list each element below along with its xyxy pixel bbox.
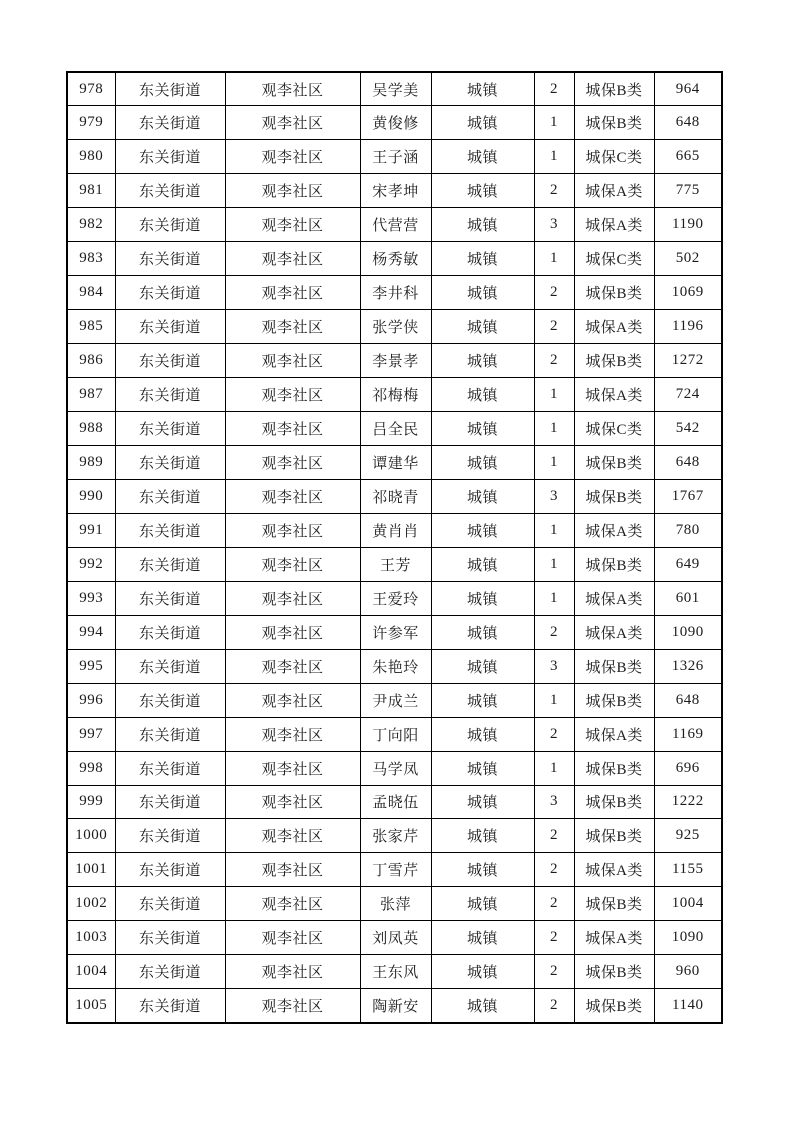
- cell-community: 观李社区: [225, 479, 360, 513]
- cell-residence-type: 城镇: [431, 479, 534, 513]
- cell-person-count: 2: [534, 853, 574, 887]
- cell-row-number: 983: [67, 242, 115, 276]
- cell-name: 吕全民: [360, 412, 431, 446]
- cell-community: 观李社区: [225, 887, 360, 921]
- table-row: [67, 989, 722, 1023]
- cell-name: 丁雪芹: [360, 853, 431, 887]
- cell-community: 观李社区: [225, 547, 360, 581]
- cell-person-count: 2: [534, 887, 574, 921]
- table-row: [67, 683, 722, 717]
- cell-street: 东关街道: [115, 310, 225, 344]
- cell-amount: 649: [654, 547, 722, 581]
- cell-residence-type: 城镇: [431, 785, 534, 819]
- table-row: [67, 513, 722, 547]
- cell-street: 东关街道: [115, 479, 225, 513]
- cell-category: 城保A类: [574, 921, 654, 955]
- cell-residence-type: 城镇: [431, 310, 534, 344]
- cell-residence-type: 城镇: [431, 989, 534, 1023]
- cell-name: 李景孝: [360, 344, 431, 378]
- cell-residence-type: 城镇: [431, 649, 534, 683]
- cell-category: 城保B类: [574, 479, 654, 513]
- table-row: [67, 445, 722, 479]
- cell-row-number: 1001: [67, 853, 115, 887]
- cell-name: 王爱玲: [360, 581, 431, 615]
- table-row: [67, 242, 722, 276]
- cell-community: 观李社区: [225, 412, 360, 446]
- cell-row-number: 997: [67, 717, 115, 751]
- cell-person-count: 2: [534, 174, 574, 208]
- table-row: [67, 378, 722, 412]
- cell-row-number: 985: [67, 310, 115, 344]
- cell-category: 城保B类: [574, 785, 654, 819]
- cell-person-count: 3: [534, 208, 574, 242]
- cell-category: 城保B类: [574, 106, 654, 140]
- cell-street: 东关街道: [115, 921, 225, 955]
- cell-residence-type: 城镇: [431, 581, 534, 615]
- cell-row-number: 999: [67, 785, 115, 819]
- cell-street: 东关街道: [115, 955, 225, 989]
- cell-street: 东关街道: [115, 72, 225, 106]
- table-row: [67, 581, 722, 615]
- cell-amount: 1272: [654, 344, 722, 378]
- cell-street: 东关街道: [115, 242, 225, 276]
- cell-amount: 775: [654, 174, 722, 208]
- table-row: [67, 174, 722, 208]
- cell-category: 城保A类: [574, 208, 654, 242]
- table-row: [67, 479, 722, 513]
- cell-street: 东关街道: [115, 140, 225, 174]
- cell-name: 代营营: [360, 208, 431, 242]
- cell-row-number: 992: [67, 547, 115, 581]
- cell-person-count: 3: [534, 649, 574, 683]
- cell-community: 观李社区: [225, 106, 360, 140]
- cell-residence-type: 城镇: [431, 955, 534, 989]
- cell-residence-type: 城镇: [431, 378, 534, 412]
- cell-category: 城保C类: [574, 140, 654, 174]
- cell-street: 东关街道: [115, 751, 225, 785]
- cell-amount: 1196: [654, 310, 722, 344]
- table-row: [67, 955, 722, 989]
- cell-person-count: 1: [534, 140, 574, 174]
- cell-amount: 648: [654, 106, 722, 140]
- cell-street: 东关街道: [115, 853, 225, 887]
- cell-community: 观李社区: [225, 649, 360, 683]
- cell-person-count: 1: [534, 547, 574, 581]
- cell-name: 谭建华: [360, 445, 431, 479]
- cell-community: 观李社区: [225, 242, 360, 276]
- cell-residence-type: 城镇: [431, 615, 534, 649]
- cell-row-number: 996: [67, 683, 115, 717]
- cell-amount: 1169: [654, 717, 722, 751]
- cell-residence-type: 城镇: [431, 853, 534, 887]
- cell-amount: 780: [654, 513, 722, 547]
- cell-name: 张家芹: [360, 819, 431, 853]
- cell-residence-type: 城镇: [431, 242, 534, 276]
- cell-row-number: 986: [67, 344, 115, 378]
- cell-amount: 1767: [654, 479, 722, 513]
- cell-street: 东关街道: [115, 174, 225, 208]
- cell-street: 东关街道: [115, 717, 225, 751]
- cell-person-count: 2: [534, 72, 574, 106]
- cell-name: 许参军: [360, 615, 431, 649]
- cell-category: 城保A类: [574, 174, 654, 208]
- cell-person-count: 1: [534, 581, 574, 615]
- cell-residence-type: 城镇: [431, 717, 534, 751]
- cell-residence-type: 城镇: [431, 921, 534, 955]
- cell-name: 尹成兰: [360, 683, 431, 717]
- cell-person-count: 3: [534, 785, 574, 819]
- table-row: [67, 649, 722, 683]
- cell-category: 城保A类: [574, 581, 654, 615]
- table-row: [67, 921, 722, 955]
- cell-category: 城保A类: [574, 310, 654, 344]
- cell-row-number: 987: [67, 378, 115, 412]
- cell-category: 城保B类: [574, 547, 654, 581]
- table-body: [67, 72, 722, 1023]
- cell-name: 黄肖肖: [360, 513, 431, 547]
- beneficiary-table: [66, 71, 723, 1024]
- cell-name: 张萍: [360, 887, 431, 921]
- cell-category: 城保B类: [574, 683, 654, 717]
- cell-street: 东关街道: [115, 106, 225, 140]
- table-row: [67, 140, 722, 174]
- cell-community: 观李社区: [225, 276, 360, 310]
- cell-person-count: 3: [534, 479, 574, 513]
- cell-row-number: 1003: [67, 921, 115, 955]
- cell-street: 东关街道: [115, 785, 225, 819]
- cell-street: 东关街道: [115, 547, 225, 581]
- cell-name: 祁晓青: [360, 479, 431, 513]
- cell-person-count: 2: [534, 921, 574, 955]
- cell-row-number: 989: [67, 445, 115, 479]
- table-row: [67, 106, 722, 140]
- cell-amount: 502: [654, 242, 722, 276]
- table-row: [67, 276, 722, 310]
- cell-category: 城保B类: [574, 72, 654, 106]
- cell-amount: 665: [654, 140, 722, 174]
- cell-row-number: 990: [67, 479, 115, 513]
- table-row: [67, 208, 722, 242]
- cell-residence-type: 城镇: [431, 819, 534, 853]
- cell-name: 张学侠: [360, 310, 431, 344]
- cell-name: 马学凤: [360, 751, 431, 785]
- cell-row-number: 1004: [67, 955, 115, 989]
- cell-amount: 724: [654, 378, 722, 412]
- cell-person-count: 1: [534, 106, 574, 140]
- cell-person-count: 2: [534, 310, 574, 344]
- cell-residence-type: 城镇: [431, 174, 534, 208]
- cell-amount: 960: [654, 955, 722, 989]
- cell-category: 城保C类: [574, 242, 654, 276]
- cell-street: 东关街道: [115, 344, 225, 378]
- cell-amount: 1190: [654, 208, 722, 242]
- table-row: [67, 547, 722, 581]
- table-row: [67, 785, 722, 819]
- cell-community: 观李社区: [225, 853, 360, 887]
- cell-community: 观李社区: [225, 140, 360, 174]
- cell-row-number: 1002: [67, 887, 115, 921]
- cell-category: 城保B类: [574, 276, 654, 310]
- cell-residence-type: 城镇: [431, 887, 534, 921]
- cell-person-count: 1: [534, 412, 574, 446]
- cell-amount: 1326: [654, 649, 722, 683]
- cell-amount: 601: [654, 581, 722, 615]
- cell-street: 东关街道: [115, 276, 225, 310]
- cell-amount: 1222: [654, 785, 722, 819]
- cell-amount: 696: [654, 751, 722, 785]
- cell-amount: 1155: [654, 853, 722, 887]
- cell-residence-type: 城镇: [431, 106, 534, 140]
- cell-residence-type: 城镇: [431, 547, 534, 581]
- cell-residence-type: 城镇: [431, 412, 534, 446]
- cell-row-number: 994: [67, 615, 115, 649]
- cell-name: 王芳: [360, 547, 431, 581]
- cell-person-count: 1: [534, 683, 574, 717]
- cell-residence-type: 城镇: [431, 276, 534, 310]
- cell-name: 祁梅梅: [360, 378, 431, 412]
- cell-community: 观李社区: [225, 717, 360, 751]
- cell-community: 观李社区: [225, 615, 360, 649]
- cell-street: 东关街道: [115, 513, 225, 547]
- cell-category: 城保A类: [574, 615, 654, 649]
- cell-person-count: 2: [534, 344, 574, 378]
- cell-row-number: 1005: [67, 989, 115, 1023]
- cell-amount: 925: [654, 819, 722, 853]
- cell-community: 观李社区: [225, 445, 360, 479]
- cell-street: 东关街道: [115, 615, 225, 649]
- cell-amount: 1140: [654, 989, 722, 1023]
- cell-street: 东关街道: [115, 378, 225, 412]
- cell-street: 东关街道: [115, 989, 225, 1023]
- cell-amount: 1090: [654, 921, 722, 955]
- cell-community: 观李社区: [225, 819, 360, 853]
- cell-community: 观李社区: [225, 921, 360, 955]
- cell-row-number: 981: [67, 174, 115, 208]
- cell-residence-type: 城镇: [431, 751, 534, 785]
- cell-category: 城保B类: [574, 649, 654, 683]
- table-row: [67, 717, 722, 751]
- cell-person-count: 2: [534, 276, 574, 310]
- cell-community: 观李社区: [225, 785, 360, 819]
- cell-street: 东关街道: [115, 208, 225, 242]
- cell-name: 朱艳玲: [360, 649, 431, 683]
- cell-category: 城保B类: [574, 344, 654, 378]
- cell-name: 吴学美: [360, 72, 431, 106]
- cell-street: 东关街道: [115, 412, 225, 446]
- cell-community: 观李社区: [225, 72, 360, 106]
- cell-category: 城保B类: [574, 751, 654, 785]
- cell-community: 观李社区: [225, 378, 360, 412]
- cell-community: 观李社区: [225, 208, 360, 242]
- cell-row-number: 1000: [67, 819, 115, 853]
- cell-street: 东关街道: [115, 819, 225, 853]
- cell-person-count: 1: [534, 513, 574, 547]
- cell-row-number: 979: [67, 106, 115, 140]
- cell-community: 观李社区: [225, 310, 360, 344]
- cell-community: 观李社区: [225, 581, 360, 615]
- cell-person-count: 2: [534, 819, 574, 853]
- cell-row-number: 988: [67, 412, 115, 446]
- cell-row-number: 993: [67, 581, 115, 615]
- cell-residence-type: 城镇: [431, 513, 534, 547]
- cell-street: 东关街道: [115, 649, 225, 683]
- cell-name: 刘凤英: [360, 921, 431, 955]
- cell-person-count: 2: [534, 615, 574, 649]
- cell-amount: 1090: [654, 615, 722, 649]
- table-row: [67, 310, 722, 344]
- cell-name: 黄俊修: [360, 106, 431, 140]
- table-row: [67, 412, 722, 446]
- cell-amount: 648: [654, 445, 722, 479]
- cell-community: 观李社区: [225, 513, 360, 547]
- table-row: [67, 887, 722, 921]
- cell-category: 城保A类: [574, 513, 654, 547]
- cell-residence-type: 城镇: [431, 140, 534, 174]
- cell-row-number: 984: [67, 276, 115, 310]
- cell-name: 孟晓伍: [360, 785, 431, 819]
- cell-name: 王子涵: [360, 140, 431, 174]
- cell-row-number: 998: [67, 751, 115, 785]
- cell-row-number: 991: [67, 513, 115, 547]
- cell-community: 观李社区: [225, 989, 360, 1023]
- cell-person-count: 2: [534, 717, 574, 751]
- cell-category: 城保A类: [574, 717, 654, 751]
- cell-amount: 1069: [654, 276, 722, 310]
- cell-person-count: 1: [534, 242, 574, 276]
- cell-street: 东关街道: [115, 445, 225, 479]
- cell-name: 陶新安: [360, 989, 431, 1023]
- cell-category: 城保B类: [574, 989, 654, 1023]
- table-row: [67, 751, 722, 785]
- cell-category: 城保C类: [574, 412, 654, 446]
- cell-name: 丁向阳: [360, 717, 431, 751]
- cell-street: 东关街道: [115, 887, 225, 921]
- cell-person-count: 1: [534, 445, 574, 479]
- cell-street: 东关街道: [115, 683, 225, 717]
- cell-category: 城保A类: [574, 378, 654, 412]
- table-row: [67, 344, 722, 378]
- table-row: [67, 615, 722, 649]
- cell-amount: 964: [654, 72, 722, 106]
- cell-row-number: 980: [67, 140, 115, 174]
- cell-person-count: 1: [534, 378, 574, 412]
- cell-community: 观李社区: [225, 174, 360, 208]
- cell-name: 宋孝坤: [360, 174, 431, 208]
- cell-person-count: 2: [534, 989, 574, 1023]
- cell-row-number: 995: [67, 649, 115, 683]
- cell-category: 城保B类: [574, 955, 654, 989]
- cell-person-count: 2: [534, 955, 574, 989]
- cell-amount: 648: [654, 683, 722, 717]
- table-row: [67, 819, 722, 853]
- cell-category: 城保B类: [574, 445, 654, 479]
- cell-row-number: 978: [67, 72, 115, 106]
- cell-name: 王东风: [360, 955, 431, 989]
- table-row: [67, 72, 722, 106]
- cell-amount: 542: [654, 412, 722, 446]
- cell-residence-type: 城镇: [431, 683, 534, 717]
- cell-row-number: 982: [67, 208, 115, 242]
- cell-residence-type: 城镇: [431, 344, 534, 378]
- cell-category: 城保B类: [574, 819, 654, 853]
- cell-community: 观李社区: [225, 344, 360, 378]
- cell-amount: 1004: [654, 887, 722, 921]
- cell-name: 李井科: [360, 276, 431, 310]
- cell-street: 东关街道: [115, 581, 225, 615]
- cell-person-count: 1: [534, 751, 574, 785]
- table-row: [67, 853, 722, 887]
- cell-community: 观李社区: [225, 683, 360, 717]
- cell-community: 观李社区: [225, 955, 360, 989]
- cell-name: 杨秀敏: [360, 242, 431, 276]
- cell-residence-type: 城镇: [431, 208, 534, 242]
- cell-residence-type: 城镇: [431, 72, 534, 106]
- cell-community: 观李社区: [225, 751, 360, 785]
- cell-residence-type: 城镇: [431, 445, 534, 479]
- cell-category: 城保A类: [574, 853, 654, 887]
- cell-category: 城保B类: [574, 887, 654, 921]
